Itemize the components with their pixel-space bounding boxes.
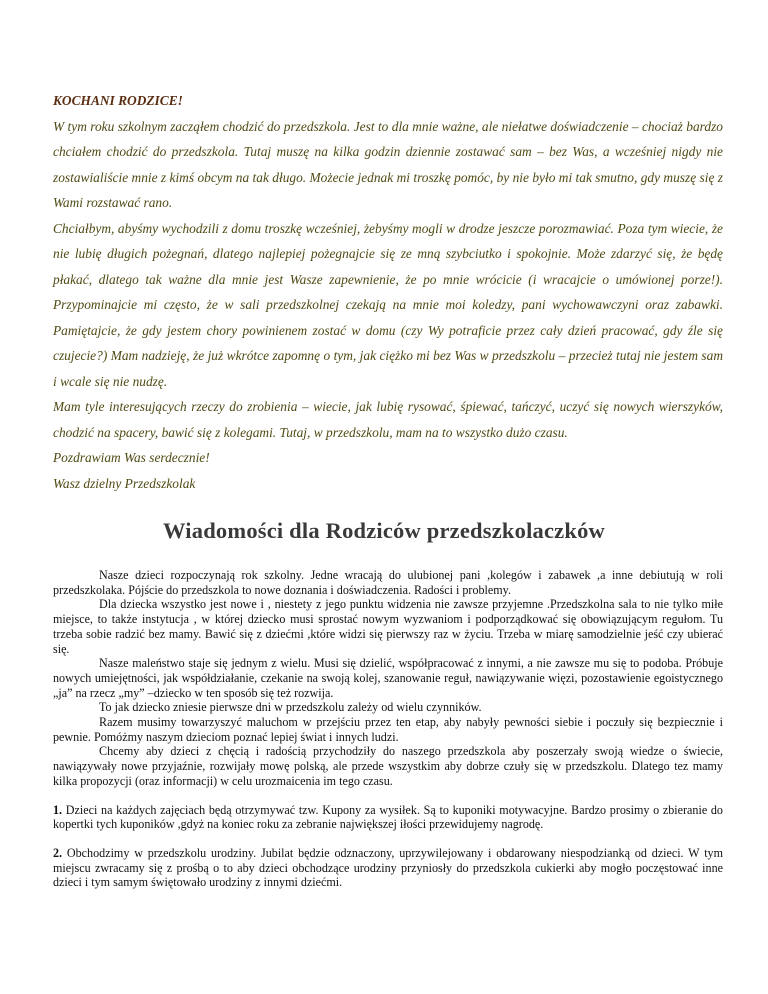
section-title: Wiadomości dla Rodziców przedszkolaczków bbox=[163, 518, 605, 543]
item-text: Dzieci na każdych zajęciach będą otrzymywać tzw. Kupony za wysiłek. Są to kuponiki motywacyjne. Bardzo prosimy o zbieranie do kopertki tych kuponików ,gdyż na koniec roku za zebranie największej iłości przewidujemy nagrodę. bbox=[53, 802, 723, 832]
letter-paragraph: Mam tyle interesujących rzeczy do zrobienia – wiecie, jak lubię rysować, śpiewać, tańczyć, uczyć się nowych wierszyków, chodzić na spacery, bawić się z kolegami. Tutaj, w przedszkolu, mam na to wszystko dużo czasu. bbox=[53, 399, 723, 440]
item-number: 1. bbox=[53, 802, 63, 817]
body-paragraph: Razem musimy towarzyszyć maluchom w przejściu przez ten etap, aby nabyły pewności siebie i poczuły się bezpiecznie i pewnie. Pomóżmy naszym dzieciom poznać lepiej świat i innych ludzi. bbox=[53, 715, 723, 744]
numbered-item bbox=[53, 846, 723, 890]
section-body bbox=[53, 568, 723, 890]
letter-paragraph: Chciałbym, abyśmy wychodzili z domu troszkę wcześniej, żebyśmy mogli w drodze jeszcze porozmawiać. Poza tym wiecie, że nie lubię długich pożegnań, dlatego najlepiej pożegnajcie się ze mną szybciutko i spokojnie. Może zdarzyć się, że będę płakać, dlatego tak ważne dla mnie jest Wasze zapewnienie, że po mnie wrócicie (i wracajcie o umówionej porze!). Przypominajcie mi często, że w sali przedszkolnej czekają na mnie moi koledzy, pani wychowawczyni oraz zabawki. Pamiętajcie, że gdy jestem chory powinienem zostać w domu (czy Wy potraficie przez cały dzień pracować, gdy źle się czujecie?) Mam nadzieję, że już wkrótce zapomnę o tym, jak ciężko mi bez Was w przedszkolu – przecież tutaj nie jestem sam i wcale się nie nudzę. bbox=[53, 220, 723, 389]
body-paragraph: Chcemy aby dzieci z chęcią i radością przychodziły do naszego przedszkola aby poszerzały swoją wiedze o świecie, nawiązywały nowe przyjaźnie, rozwijały mowę polską, ale przede wszystkim aby dobrze czuły się w przedszkolu. Dlatego tez mamy kilka propozycji (oraz informacji) w celu urozmaicenia im tego czasu. bbox=[53, 744, 723, 788]
letter-heading: KOCHANI RODZICE! bbox=[53, 93, 183, 108]
item-number: 2. bbox=[53, 845, 63, 860]
item-text: Obchodzimy w przedszkolu urodziny. Jubilat będzie odznaczony, uprzywilejowany i obdarowany niespodzianką od dzieci. W tym miejscu zwracamy się z prośbą o to aby dzieci obchodzące urodziny przyniosły do przedszkola cukierki aby mogło poczęstować inne dzieci i tym samym świętowało urodziny z innymi dziećmi. bbox=[53, 845, 724, 890]
letter-paragraph: W tym roku szkolnym zacząłem chodzić do przedszkola. Jest to dla mnie ważne, ale niełatwe doświadczenie – chociaż bardzo chciałem chodzić do przedszkola. Tutaj muszę na kilka godzin dziennie zostawać sam – bez Was, a wcześniej nigdy nie zostawialiście mnie z kimś obcym na tak długo. Możecie jednak mi troszkę pomóc, by nie było mi tak smutno, gdy muszę się z Wami rozstawać rano. bbox=[53, 118, 723, 210]
body-paragraph: Nasze dzieci rozpoczynają rok szkolny. Jedne wracają do ulubionej pani ,kolegów i zabawek ,a inne debiutują w roli przedszkolaka. Pójście do przedszkola to nowe doznania i doświadczenia. Radości i problemy. bbox=[53, 568, 723, 597]
body-paragraph: Nasze maleństwo staje się jednym z wielu. Musi się dzielić, współpracować z innymi, a nie zawsze mu się to podoba. Próbuje nowych umiejętności, jak współdziałanie, czekanie na swoją kolej, szanowanie reguł, nawiązywanie więzi, pozostawienie egoistycznego „ja” na rzecz „my” –dziecko w ten sposób się też rozwija. bbox=[53, 656, 723, 700]
letter-signature: Wasz dzielny Przedszkolak bbox=[53, 475, 196, 491]
body-paragraph: To jak dziecko zniesie pierwsze dni w przedszkolu zależy od wielu czynników. bbox=[99, 700, 482, 715]
parents-letter bbox=[53, 88, 723, 496]
body-paragraph: Dla dziecka wszystko jest nowe i , niestety z jego punktu widzenia nie zawsze przyjemne .Przedszkolna sala to nie tylko miłe miejsce, to także instytucja , w której dziecko musi sprostać nowym wyzwaniom i podporządkować się obowiązującym regułom. Tu trzeba sobie radzić bez mamy. Bawić się z dziećmi ,które widzi się pierwszy raz w życiu. Trzeba w miarę samodzielnie jeść czy ubierać się. bbox=[53, 597, 723, 656]
numbered-item bbox=[53, 803, 723, 832]
letter-greeting: Pozdrawiam Was serdecznie! bbox=[53, 450, 210, 465]
